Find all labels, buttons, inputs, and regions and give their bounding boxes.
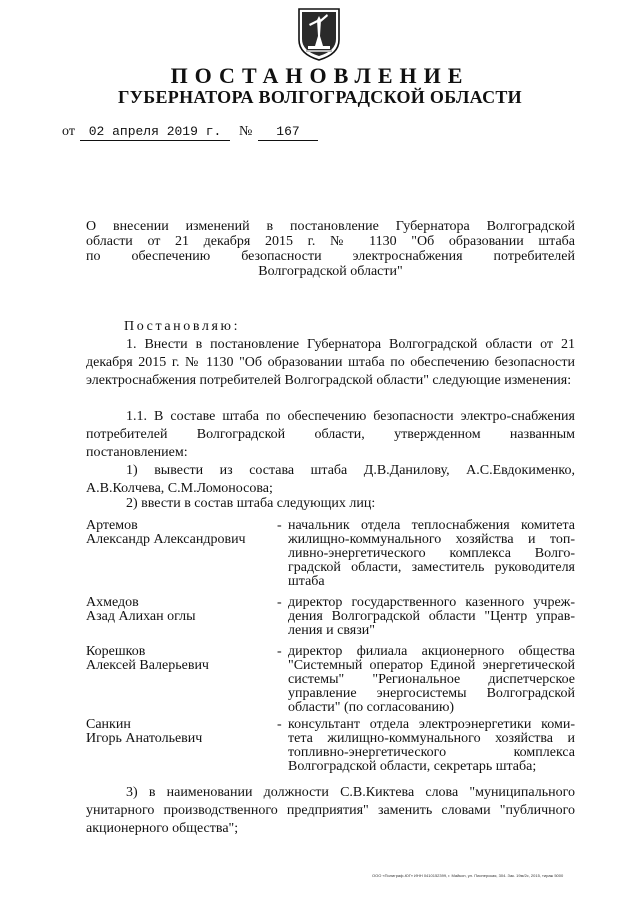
member-given-names: Александр Александрович <box>86 532 246 547</box>
paragraph-item-3: 3) в наименовании должности С.В.Киктева слова "муниципального унитарного производственного предприятия" заменить словами "публичного акционерного общества"; <box>86 785 575 836</box>
member-given-names: Алексей Валерьевич <box>86 658 209 673</box>
member-dash: - <box>277 518 282 533</box>
document-title: ПОСТАНОВЛЕНИЕ <box>170 63 470 88</box>
member-entry <box>86 596 575 640</box>
date-from-label: от <box>62 124 75 139</box>
member-dash: - <box>277 595 282 610</box>
member-entry <box>86 645 575 715</box>
member-name <box>86 718 276 746</box>
member-position: начальник отдела теплоснабжения комитета жилищно-коммунального хозяйства и топ-ливно-энергетического комплекса Волго-градской области, заместитель руководителя штаба <box>288 518 575 589</box>
member-dash: - <box>277 717 282 732</box>
member-position: директор филиала акционерного общества "Системный оператор Единой энергетической системы" "Региональное диспетчерское управление энергосистемы Волгоградской области" (по согласованию) <box>288 644 575 715</box>
member-surname: Корешков <box>86 644 146 659</box>
paragraph-item-2: 2) ввести в состав штаба следующих лиц: <box>126 496 376 511</box>
member-surname: Ахмедов <box>86 595 139 610</box>
member-dash: - <box>277 644 282 659</box>
member-name <box>86 596 276 624</box>
member-name <box>86 645 276 673</box>
paragraph-1-1: 1.1. В составе штаба по обеспечению безопасности электро-снабжения потребителей Волгоградской области, утвержденном названным постановлением: <box>86 409 575 460</box>
document-date: 02 апреля 2019 г. <box>80 124 230 141</box>
paragraph-1: 1. Внести в постановление Губернатора Волгоградской области от 21 декабря 2015 г. № 1130 "Об образовании штаба по обеспечению безопасности электроснабжения потребителей Волгоградской области" следующие изменения: <box>86 337 575 388</box>
member-surname: Артемов <box>86 518 138 533</box>
number-label: № <box>239 124 253 139</box>
document-subtitle: ГУБЕРНАТОРА ВОЛГОГРАДСКОЙ ОБЛАСТИ <box>118 87 522 107</box>
member-name <box>86 519 276 547</box>
member-given-names: Азад Алихан оглы <box>86 609 196 624</box>
subject-line: О внесении изменений в постановление Губернатора Волгоградской <box>86 219 575 234</box>
subject-line: области от 21 декабря 2015 г. № 1130 "Об образовании штаба <box>86 234 575 249</box>
document-number: 167 <box>258 124 318 141</box>
member-surname: Санкин <box>86 717 131 732</box>
subject-line-last: Волгоградской области" <box>258 264 403 279</box>
member-entry <box>86 518 575 589</box>
member-entry <box>86 718 575 776</box>
member-given-names: Игорь Анатольевич <box>86 731 203 746</box>
paragraph-item-1: 1) вывести из состава штаба Д.В.Данилову, А.С.Евдокименко, А.В.Колчева, С.М.Ломоносова; <box>86 463 575 496</box>
subject-line: по обеспечению безопасности электроснабжения потребителей <box>86 249 575 264</box>
decree-word: Постановляю: <box>124 319 241 334</box>
member-position: консультант отдела электроэнергетики коми-тета жилищно-коммунального хозяйства и топливно-энергетического комплекса Волгоградской области, секретарь штаба; <box>288 717 575 774</box>
coat-of-arms-icon <box>296 6 342 62</box>
printer-imprint: ООО «Полиграф-ЮГ» ИНН 0410152399, г. Майкоп, ул. Пионерская, 304. Зак. 19м/2с, 2015, тираж 5000 <box>372 873 564 878</box>
member-position: директор государственного казенного учреж-дения Волгоградской области "Центр управ-ления и связи" <box>288 595 575 638</box>
document-subject <box>86 219 575 279</box>
